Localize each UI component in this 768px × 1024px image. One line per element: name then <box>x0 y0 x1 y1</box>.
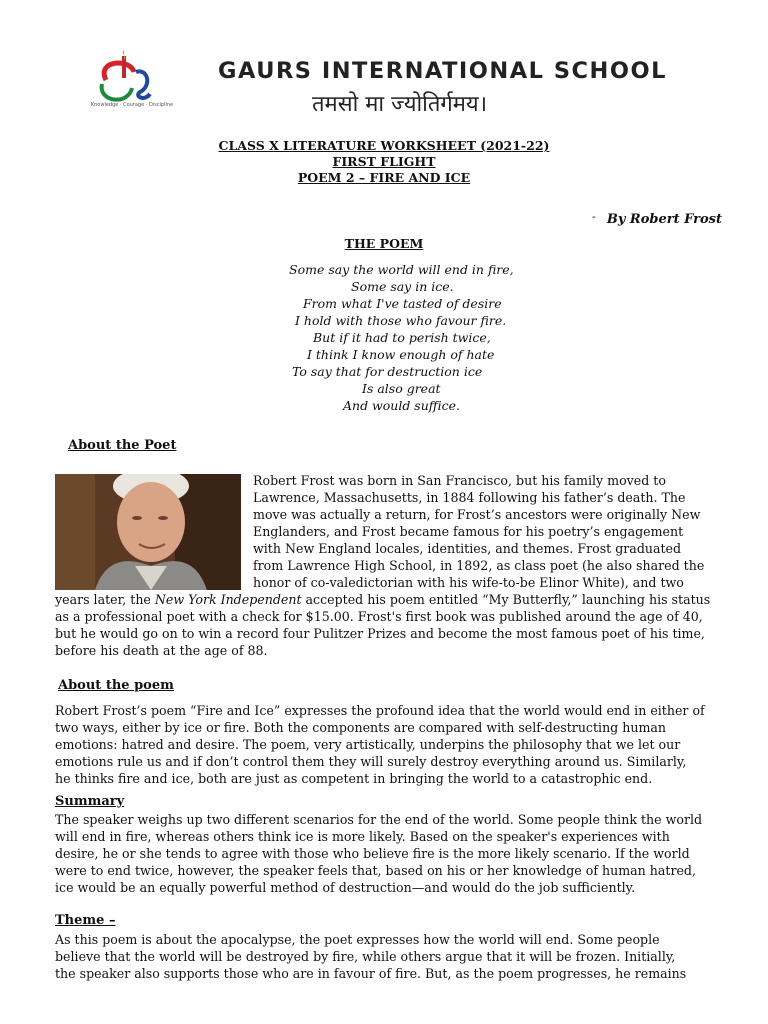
logo-tagline: Knowledge · Courage · Discipline <box>90 102 174 108</box>
poem-line: I think I know enough of hate <box>307 347 495 362</box>
bio-line: with New England locales, identities, and themes. Frost graduated <box>253 541 682 556</box>
summary-line: were to end twice, however, the speaker feels that, based on his or her knowledge of human hatred, <box>55 863 696 878</box>
bio-line: from Lawrence High School, in 1892, as class poet (he also shared the <box>253 558 705 573</box>
book-title: FIRST FLIGHT <box>332 154 436 169</box>
theme-heading: Theme – <box>55 913 116 928</box>
poem-title: POEM 2 – FIRE AND ICE <box>297 170 471 185</box>
bio-text: years later, the <box>55 592 155 607</box>
poem-text <box>0 261 768 414</box>
worksheet-titles <box>0 138 768 186</box>
poem-line: Some say in ice. <box>351 279 454 294</box>
school-logo <box>78 50 186 112</box>
summary-text <box>55 811 725 896</box>
theme-line: believe that the world will be destroyed by fire, while others argue that it will be frozen. Initially, <box>55 949 676 964</box>
school-name: GAURS INTERNATIONAL SCHOOL <box>218 58 667 84</box>
summary-line: ice would be an equally powerful method of destruction—and would do the job sufficiently. <box>55 880 636 895</box>
dash-mark: - <box>592 210 596 223</box>
bio-line: Robert Frost was born in San Francisco, but his family moved to <box>253 473 666 488</box>
about-poem-line: emotions: hatred and desire. The poem, very artistically, underpins the philosophy that we let our <box>55 737 681 752</box>
about-poet-heading: About the Poet <box>68 438 177 453</box>
bio-line: honor of co-valedictorian with his wife-to-be Elinor White), and two <box>253 575 684 590</box>
summary-line: desire, he or she tends to agree with those who believe fire is the more likely scenario. If the world <box>55 846 690 861</box>
about-poem-line: Robert Frost’s poem “Fire and Ice” expresses the profound idea that the world would end in either of <box>55 703 705 718</box>
poem-line: I hold with those who favour fire. <box>295 313 507 328</box>
bio-line: move was actually a return, for Frost’s ancestors were originally New <box>253 507 701 522</box>
bio-line: Lawrence, Massachusetts, in 1884 following his father’s death. The <box>253 490 686 505</box>
theme-text <box>55 931 725 982</box>
poem-line: But if it had to perish twice, <box>313 330 491 345</box>
bio-line: but he would go on to win a record four Pulitzer Prizes and become the most famous poet of his time, <box>55 626 705 641</box>
worksheet-title: CLASS X LITERATURE WORKSHEET (2021-22) <box>218 138 550 153</box>
bio-line: before his death at the age of 88. <box>55 643 268 658</box>
summary-line: will end in fire, whereas others think ice is more likely. Based on the speaker's experiences with <box>55 829 670 844</box>
newspaper-title: New York Independent <box>154 592 302 607</box>
school-motto: तमसो मा ज्योतिर्गमय। <box>312 92 488 117</box>
author-line: By Robert Frost <box>606 212 722 227</box>
bio-line: as a professional poet with a check for $15.00. Frost's first book was published around the age of 40, <box>55 609 703 624</box>
poem-line: Some say the world will end in fire, <box>289 262 514 277</box>
about-poem-line: two ways, either by ice or fire. Both the components are compared with self-destructing human <box>55 720 667 735</box>
about-poem-heading: About the poem <box>58 678 174 693</box>
poem-line: And would suffice. <box>343 398 460 413</box>
summary-line: The speaker weighs up two different scenarios for the end of the world. Some people think the world <box>55 812 703 827</box>
poem-heading: THE POEM <box>344 236 424 251</box>
poem-line: To say that for destruction ice <box>292 364 483 379</box>
poem-line: From what I've tasted of desire <box>303 296 502 311</box>
about-poem-line: he thinks fire and ice, both are just as competent in bringing the world to a catastrophic end. <box>55 771 653 786</box>
about-poet-text <box>55 472 721 659</box>
bio-line: Englanders, and Frost became famous for his poetry’s engagement <box>253 524 684 539</box>
summary-heading: Summary <box>55 794 125 809</box>
bio-line <box>55 591 721 608</box>
poem-line: Is also great <box>362 381 441 396</box>
about-poem-text <box>55 702 725 787</box>
bio-text: accepted his poem entitled “My Butterfly,” launching his status <box>301 592 711 607</box>
theme-line: As this poem is about the apocalypse, the poet expresses how the world will end. Some people <box>55 932 660 947</box>
theme-line: the speaker also supports those who are in favour of fire. But, as the poem progresses, he remains <box>55 966 687 981</box>
about-poem-line: emotions rule us and if don’t control them they will surely destroy everything around us. Similarly, <box>55 754 687 769</box>
